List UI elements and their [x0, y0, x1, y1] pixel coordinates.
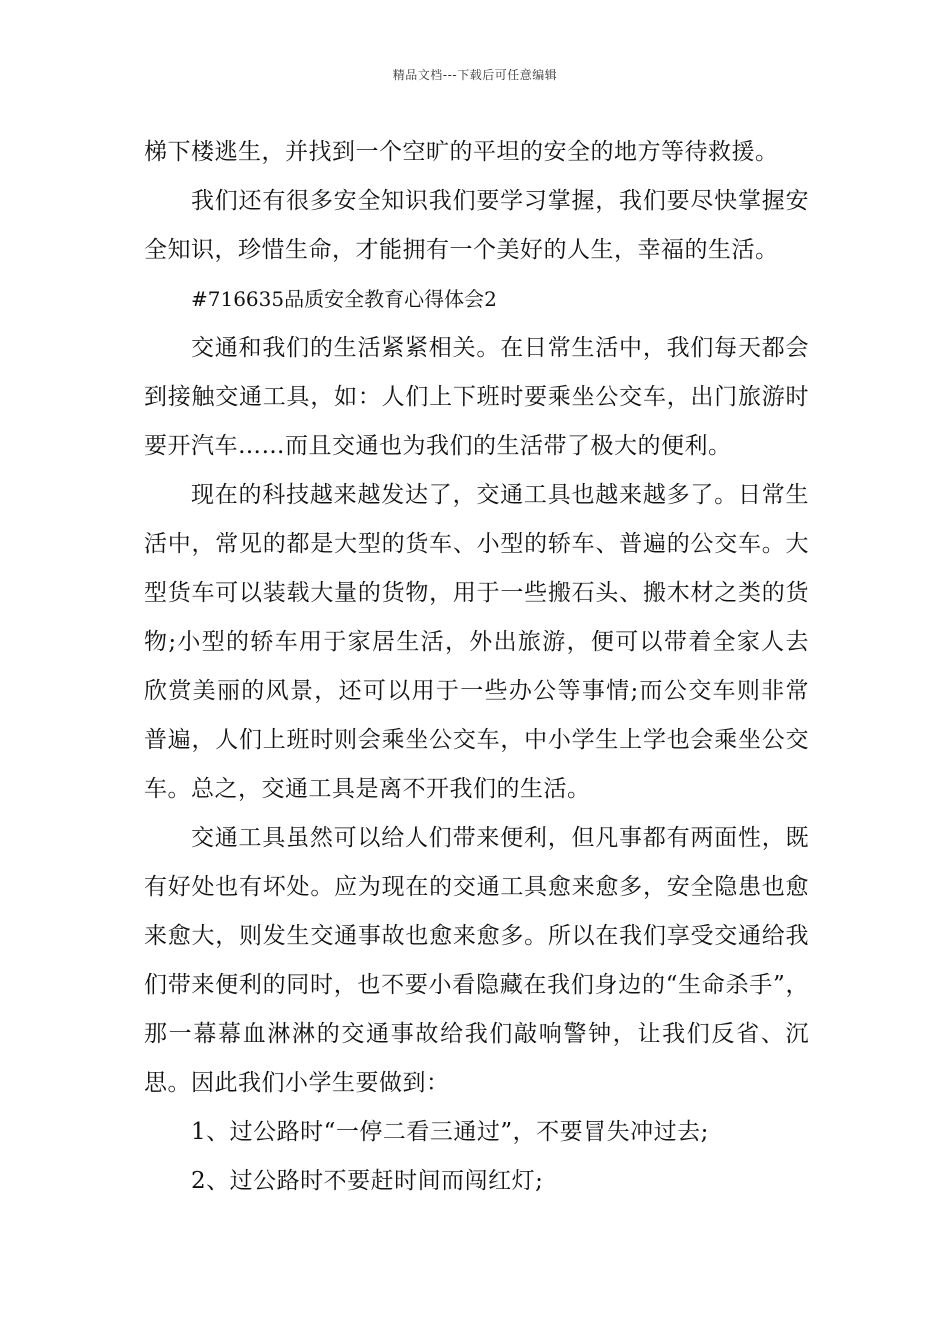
paragraph-2: 我们还有很多安全知识我们要学习掌握，我们要尽快掌握安全知识，珍惜生命，才能拥有一个美好的人生，幸福的生活。	[144, 188, 809, 263]
document-body	[144, 128, 809, 1206]
section-heading: #716635品质安全教育心得体会2	[191, 287, 497, 311]
paragraph-4: 现在的科技越来越发达了，交通工具也越来越多了。日常生活中，常见的都是大型的货车、小型的轿车、普遍的公交车。大型货车可以装载大量的货物，用于一些搬石头、搬木材之类的货物;小型的轿车用于家居生活，外出旅游，便可以带着全家人去欣赏美丽的风景，还可以用于一些办公等事情;而公交车则非常普遍，人们上班时则会乘坐公交车，中小学生上学也会乘坐公交车。总之，交通工具是离不开我们的生活。	[144, 482, 809, 802]
paragraph-1: 梯下楼逃生，并找到一个空旷的平坦的安全的地方等待救援。	[144, 139, 779, 165]
paragraph-3: 交通和我们的生活紧紧相关。在日常生活中，我们每天都会到接触交通工具，如：人们上下班时要乘坐公交车，出门旅游时要开汽车……而且交通也为我们的生活带了极大的便利。	[144, 335, 809, 459]
page-header: 精品文档---下载后可任意编辑	[392, 68, 558, 82]
list-item-2: 2、过公路时不要赶时间而闯红灯;	[191, 1168, 544, 1194]
list-item-1: 1、过公路时“一停二看三通过”，不要冒失冲过去;	[191, 1119, 709, 1145]
paragraph-5: 交通工具虽然可以给人们带来便利，但凡事都有两面性，既有好处也有坏处。应为现在的交通工具愈来愈多，安全隐患也愈来愈大，则发生交通事故也愈来愈多。所以在我们享受交通给我们带来便利的同时，也不要小看隐藏在我们身边的“生命杀手”，那一幕幕血淋淋的交通事故给我们敲响警钟，让我们反省、沉思。因此我们小学生要做到：	[144, 825, 809, 1096]
